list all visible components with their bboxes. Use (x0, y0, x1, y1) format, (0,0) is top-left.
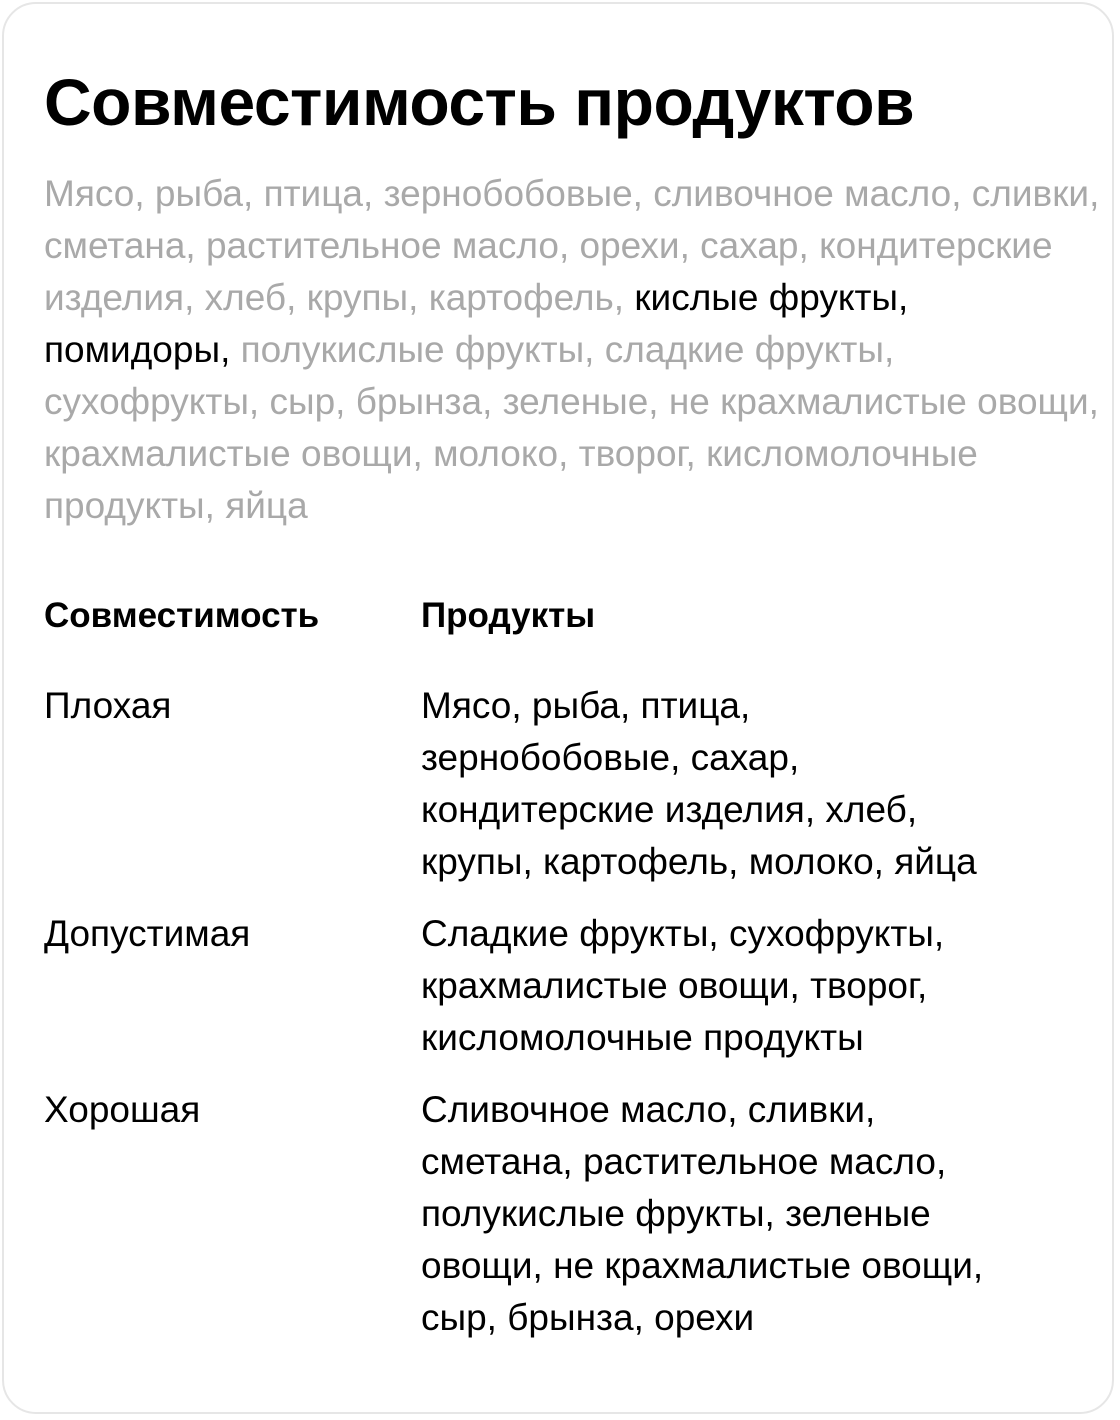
option-separator: , (648, 381, 669, 422)
products-cell (421, 680, 1094, 888)
products-line: крахмалистые овощи, творог, (421, 965, 928, 1006)
products-line: зернобобовые, сахар, (421, 737, 800, 778)
product-option[interactable]: крупы (306, 277, 409, 318)
product-option[interactable]: сладкие фрукты (604, 329, 884, 370)
product-option[interactable]: сухофрукты (44, 381, 249, 422)
option-separator: , (558, 433, 579, 474)
option-separator: , (243, 173, 264, 214)
product-option[interactable]: сливки (971, 173, 1090, 214)
product-option[interactable]: кондитерские изделия (44, 225, 1053, 318)
option-separator: , (363, 173, 384, 214)
products-cell (421, 1084, 1094, 1344)
products-cell (421, 908, 1094, 1064)
option-separator: , (798, 225, 820, 266)
products-line: Сладкие фрукты, сухофрукты, (421, 913, 945, 954)
products-line: сыр, брынза, орехи (421, 1297, 755, 1338)
products-line: Сливочное масло, сливки, (421, 1089, 876, 1130)
option-separator: , (286, 277, 307, 318)
header-compatibility: Совместимость (44, 596, 320, 635)
compatibility-table (44, 590, 1094, 1338)
product-option[interactable]: полукислые фрукты (240, 329, 585, 370)
compatibility-card (2, 2, 1114, 1414)
product-option[interactable]: брынза (355, 381, 483, 422)
products-line: Мясо, рыба, птица, (421, 685, 751, 726)
option-separator: , (204, 485, 226, 526)
product-option[interactable]: не крахмалистые овощи (668, 381, 1089, 422)
product-option[interactable]: сливочное масло (653, 173, 952, 214)
option-separator: , (951, 173, 972, 214)
option-separator: , (248, 381, 270, 422)
product-option[interactable]: хлеб (204, 277, 287, 318)
product-option[interactable]: кислые фрукты (634, 277, 899, 318)
product-option[interactable]: помидоры (44, 329, 221, 370)
table-row (44, 680, 1094, 888)
header-products: Продукты (421, 596, 596, 635)
products-line: крупы, картофель, молоко, яйца (421, 841, 977, 882)
products-line: кондитерские изделия, хлеб, (421, 789, 918, 830)
product-option[interactable]: зеленые (502, 381, 649, 422)
product-option[interactable]: кисломолочные продукты (44, 433, 978, 526)
option-separator: , (412, 433, 434, 474)
compatibility-level: Плохая (44, 685, 172, 726)
product-option[interactable]: рыба (154, 173, 244, 214)
products-line: сметана, растительное масло, (421, 1141, 947, 1182)
product-option[interactable]: яйца (225, 485, 308, 526)
product-option[interactable]: растительное масло (205, 225, 559, 266)
product-option[interactable]: картофель (428, 277, 614, 318)
product-option[interactable]: птица (263, 173, 363, 214)
option-separator: , (1089, 173, 1100, 214)
option-separator: , (482, 381, 503, 422)
product-option[interactable]: крахмалистые овощи (44, 433, 413, 474)
product-option[interactable]: творог (578, 433, 686, 474)
option-separator: , (679, 225, 701, 266)
option-separator: , (898, 277, 909, 318)
product-option[interactable]: молоко (433, 433, 559, 474)
table-row (44, 1084, 1094, 1344)
compatibility-level: Допустимая (44, 913, 251, 954)
option-separator: , (185, 225, 206, 266)
option-separator: , (632, 173, 654, 214)
product-option[interactable]: зернобобовые (383, 173, 633, 214)
table-row (44, 908, 1094, 1064)
product-option[interactable]: сахар (700, 225, 799, 266)
products-line: овощи, не крахмалистые овощи, (421, 1245, 984, 1286)
option-separator: , (685, 433, 707, 474)
option-separator: , (408, 277, 429, 318)
table-header (44, 590, 1094, 642)
option-separator: , (558, 225, 580, 266)
products-line: полукислые фрукты, зеленые (421, 1193, 931, 1234)
option-separator: , (1088, 381, 1099, 422)
compatibility-level: Хорошая (44, 1089, 201, 1130)
option-separator: , (883, 329, 895, 370)
product-option[interactable]: сметана (44, 225, 186, 266)
option-separator: , (584, 329, 605, 370)
product-option[interactable]: Мясо (44, 173, 135, 214)
product-filter (44, 168, 1104, 532)
page-title: Совместимость продуктов (44, 65, 915, 139)
product-option[interactable]: орехи (579, 225, 680, 266)
product-option[interactable]: сыр (269, 381, 336, 422)
option-separator: , (184, 277, 205, 318)
option-separator: , (335, 381, 356, 422)
products-line: кисломолочные продукты (421, 1017, 864, 1058)
option-separator: , (613, 277, 635, 318)
option-separator: , (134, 173, 155, 214)
option-separator: , (220, 329, 241, 370)
